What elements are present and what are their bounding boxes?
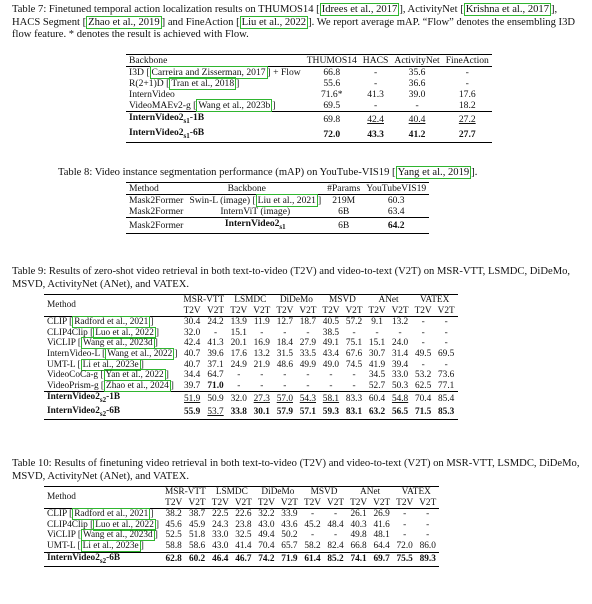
table10 <box>44 486 439 567</box>
t10-cell: 69.7 <box>370 552 393 566</box>
t10-cell: - <box>324 509 347 520</box>
t10-cell: 85.2 <box>324 552 347 566</box>
t10-subheader: T2V <box>396 497 414 508</box>
t10-cell: - <box>393 509 416 520</box>
t8-cell: $InternVideo2_{s1}$ <box>186 218 324 234</box>
t9-cell: 58.1 <box>319 392 342 406</box>
t9-cell: - <box>283 327 287 338</box>
t7-cell: - <box>373 100 378 111</box>
t9-cell: - <box>352 370 356 381</box>
t7-cell: - <box>360 67 392 79</box>
t9-cell: 24.9 <box>230 359 247 370</box>
t10-cell: 51.8 <box>188 530 206 541</box>
t9-cell: 57.0 <box>273 392 296 406</box>
t7-cell: InternVideo <box>129 89 175 100</box>
t7-cell: R(2+1)D [ Tran et al., 2018 ] <box>129 78 240 89</box>
t9-cell: 54.3 <box>296 392 319 406</box>
t9-cell: 53.2 <box>414 370 432 381</box>
t7-cell: - <box>443 67 492 79</box>
citation[interactable]: Zhao et al., 2024 <box>106 380 169 391</box>
t9-cell: 21.9 <box>253 359 270 370</box>
t9-cell: 39.6 <box>207 348 224 359</box>
t9-cell: 13.2 <box>253 348 270 359</box>
t10-cell: 23.8 <box>235 519 252 530</box>
t9-cell: - <box>260 327 264 338</box>
t9-cell: 49.1 <box>322 338 340 349</box>
t9-row <box>44 381 458 392</box>
t10-cell: 26.9 <box>370 509 393 520</box>
citation[interactable]: Li et al., 2023e <box>82 359 139 370</box>
t9-cell: 43.4 <box>322 348 340 359</box>
t9-cell: VideoCoCa-g [ Yan et al., 2022 ] <box>47 370 169 381</box>
t10-cell: 50.2 <box>281 530 298 541</box>
t7-cell: - <box>415 100 419 111</box>
t9-cell: - <box>329 380 333 391</box>
t9-cell: 15.1 <box>230 327 247 338</box>
t9-cell: 53.7 <box>204 406 227 420</box>
t9-subheader: V2T <box>253 305 271 316</box>
t10-subheader: T2V <box>303 497 322 508</box>
t8-header: YouTubeVIS19 <box>363 183 429 195</box>
t9-cell: 33.8 <box>227 406 250 420</box>
t7-cell: I3D [ Carreira and Zisserman, 2017 ] + Flow <box>126 67 304 79</box>
t9-cell: $InternVideo2_{s2}-6B$ <box>44 406 180 420</box>
t9-cell: - <box>435 317 458 328</box>
citation[interactable]: Radford et al., 2021 <box>74 509 149 520</box>
t10-cell: 26.1 <box>347 509 370 520</box>
t10-cell: 38.2 <box>162 509 185 520</box>
t9-subheader: T2V <box>368 305 386 316</box>
t7-cell: 27.2 <box>443 112 492 127</box>
t10-group: MSR-VTT <box>162 487 209 498</box>
t7-cell: - <box>465 78 469 89</box>
t9-cell: 75.1 <box>345 338 363 349</box>
t9-cell: 33.0 <box>391 370 409 381</box>
t10-subheader: T2V <box>165 497 183 508</box>
t7-header: FineAction <box>443 55 492 67</box>
t9-cell: 31.5 <box>276 348 293 359</box>
t9-cell: InternVideo-L [ Wang et al., 2022 ] <box>47 348 178 359</box>
t9-cell: - <box>412 317 435 328</box>
citation[interactable]: Luo et al., 2022 <box>95 327 154 338</box>
t8-header: Backbone <box>186 183 324 195</box>
t9-cell: 39.7 <box>183 380 201 391</box>
t9-cell: 34.5 <box>368 370 386 381</box>
t9-cell: 18.4 <box>276 338 293 349</box>
t9-cell: 9.1 <box>366 317 389 328</box>
t7-cell: 17.6 <box>458 89 476 100</box>
t10-cell: $InternVideo2_{s2}-6B$ <box>44 552 162 566</box>
t9-cell: 30.1 <box>250 406 273 420</box>
t10-subheader: V2T <box>373 497 391 508</box>
t9-cell: 12.7 <box>273 317 296 328</box>
t10-group: VATEX <box>393 487 439 498</box>
t9-cell: - <box>237 380 241 391</box>
t9-cell: 32.0 <box>227 392 250 406</box>
t10-cell: 62.8 <box>162 552 185 566</box>
t8-header: #Params <box>324 183 363 195</box>
t10-cell: 49.4 <box>258 530 275 541</box>
t9-cell: - <box>283 370 287 381</box>
t9-cell: - <box>444 359 448 370</box>
t9-group: LSMDC <box>227 295 273 306</box>
t10-cell: 75.5 <box>393 552 416 566</box>
t9-cell: 31.4 <box>391 348 409 359</box>
t9-subheader: T2V <box>230 305 248 316</box>
citation[interactable]: Wang et al., 2023d <box>82 338 153 349</box>
t7-cell: 36.6 <box>408 78 426 89</box>
t9-cell: 18.7 <box>296 317 319 328</box>
t7-cell: 35.6 <box>391 67 442 79</box>
t10-cell: 33.0 <box>212 530 229 541</box>
t9-cell: 27.9 <box>299 338 317 349</box>
t9-cell: 41.3 <box>207 338 224 349</box>
t10-cell: CLIP4Clip [ Luo et al., 2022 ] <box>47 519 159 530</box>
t9-subheader: T2V <box>276 305 294 316</box>
t7-cell: 41.2 <box>391 127 442 142</box>
t10-cell: 43.0 <box>212 540 229 551</box>
t9-cell: - <box>237 370 241 381</box>
t7-cell: $InternVideo2_{s1}-6B$ <box>126 127 304 142</box>
t9-cell: 67.6 <box>345 348 363 359</box>
t9-cell: 27.3 <box>250 392 273 406</box>
t9-cell: - <box>306 380 310 391</box>
t9-cell: 74.5 <box>345 359 363 370</box>
t9-subheader: T2V <box>322 305 340 316</box>
citation[interactable]: Li et al., 2023e <box>82 540 139 551</box>
t9-cell: - <box>352 380 356 391</box>
t10-cell: - <box>301 509 324 520</box>
t7-cell: VideoMAEv2-g [ Wang et al., 2023b ] <box>129 100 276 111</box>
t9-group: DiDeMo <box>273 295 319 306</box>
table8-caption: Table 8: Video instance segmentation performance (mAP) on YouTube-VIS19 [ Yang et al., 2019 ]. <box>58 167 478 178</box>
t9-cell: 51.9 <box>180 392 203 406</box>
t9-cell: CLIP4Clip [ Luo et al., 2022 ] <box>47 327 159 338</box>
t10-cell: 49.8 <box>350 530 367 541</box>
t8-cell: 219M <box>324 195 363 207</box>
t9-cell: 15.1 <box>368 338 386 349</box>
table9 <box>44 294 458 420</box>
t9-cell: 63.2 <box>366 406 389 420</box>
t9-cell: - <box>260 370 264 381</box>
t10-subheader: V2T <box>188 497 206 508</box>
t8-cell: Mask2Former <box>129 206 184 217</box>
t8-cell: Mask2Former <box>126 195 186 207</box>
t10-cell: 64.4 <box>373 540 390 551</box>
t10-cell: 58.8 <box>165 540 182 551</box>
t9-cell: 77.1 <box>438 380 455 391</box>
t7-cell: 18.2 <box>458 100 476 111</box>
t10-cell: 74.2 <box>255 552 278 566</box>
citation[interactable]: Wang et al., 2023d <box>82 530 153 541</box>
t8-cell: 6B <box>324 218 363 234</box>
t7-cell: 66.8 <box>304 67 360 79</box>
t9-subheader: V2T <box>437 305 455 316</box>
t7-header: ActivityNet <box>391 55 442 67</box>
t9-cell: 64.7 <box>207 370 224 381</box>
t9-group: ANet <box>366 295 412 306</box>
t10-cell: 74.1 <box>347 552 370 566</box>
t9-cell: 69.5 <box>438 348 455 359</box>
t9-cell: - <box>421 327 425 338</box>
t10-cell: - <box>426 530 430 541</box>
citation[interactable]: Yan et al., 2022 <box>105 370 164 381</box>
t7-header: Backbone <box>126 55 304 67</box>
table10-caption: Table 10: Results of finetuning video retrieval in both text-to-video (T2V) and video-to-text (V2T) on MSR-VTT, LSMDC, DiDeMo, MSVD, ActivityNet (ANet), and VATEX. <box>12 458 580 482</box>
table7 <box>126 54 492 143</box>
t8-cell: 64.2 <box>363 218 429 234</box>
t9-cell: 11.9 <box>250 317 273 328</box>
citation[interactable]: Wang et al., 2022 <box>107 348 173 359</box>
t9-group: VATEX <box>412 295 458 306</box>
t7-cell: 69.5 <box>323 100 341 111</box>
t10-cell: - <box>426 519 430 530</box>
t10-cell: - <box>403 519 407 530</box>
t8-cell: 63.4 <box>387 206 405 217</box>
t9-cell: 49.9 <box>299 359 317 370</box>
t10-cell: 45.2 <box>304 519 321 530</box>
t7-cell: 40.4 <box>391 112 442 127</box>
t9-cell: 38.5 <box>322 327 340 338</box>
t9-cell: 30.4 <box>180 317 203 328</box>
t8-cell: InternViT (image) <box>220 206 291 217</box>
t8-header: Method <box>126 183 186 195</box>
t9-cell: 57.2 <box>342 317 365 328</box>
citation[interactable]: Luo et al., 2022 <box>95 519 154 530</box>
t10-cell: 89.3 <box>416 552 439 566</box>
t9-cell: 57.9 <box>273 406 296 420</box>
t9-method-header: Method <box>44 295 180 317</box>
t10-cell: 72.0 <box>396 540 413 551</box>
table8 <box>126 182 429 234</box>
t9-cell: $InternVideo2_{s2}-1B$ <box>44 392 180 406</box>
t10-subheader: T2V <box>257 497 275 508</box>
t7-cell: 72.0 <box>304 127 360 142</box>
t10-cell: 43.0 <box>258 519 275 530</box>
t7-cell: 39.0 <box>408 89 426 100</box>
t10-cell: 66.8 <box>350 540 367 551</box>
t9-cell: 60.4 <box>366 392 389 406</box>
t9-subheader: T2V <box>414 305 432 316</box>
t10-cell: - <box>333 530 338 541</box>
t9-cell: - <box>329 370 333 381</box>
t8-cell: Swin-L (image) [ Liu et al., 2021 ] <box>186 195 324 207</box>
t10-cell: 71.9 <box>278 552 301 566</box>
t9-cell: - <box>421 359 425 370</box>
t9-cell: - <box>352 327 356 338</box>
t10-cell: 32.5 <box>235 530 252 541</box>
t7-cell: 42.4 <box>360 112 392 127</box>
t10-group: MSVD <box>301 487 347 498</box>
t7-header: THUMOS14 <box>304 55 360 67</box>
t10-cell: 45.6 <box>165 519 182 530</box>
t9-cell: 85.3 <box>435 406 458 420</box>
t7-cell: 71.6* <box>320 89 343 100</box>
t9-cell: 40.7 <box>183 348 201 359</box>
t10-cell: 46.7 <box>232 552 255 566</box>
t9-cell: 30.7 <box>368 348 386 359</box>
t9-cell: 57.1 <box>296 406 319 420</box>
t10-cell: CLIP [ Radford et al., 2021 ] <box>44 509 162 520</box>
t10-group: ANet <box>347 487 393 498</box>
t9-cell: 40.5 <box>319 317 342 328</box>
t10-row <box>44 541 439 552</box>
t9-cell: 83.1 <box>342 406 365 420</box>
t9-cell: ViCLIP [ Wang et al., 2023d ] <box>47 338 158 349</box>
t9-cell: 41.9 <box>368 359 386 370</box>
t9-cell: - <box>375 327 379 338</box>
t7-cell: - <box>373 78 378 89</box>
t9-subheader: V2T <box>207 305 225 316</box>
t9-cell: 71.0 <box>207 380 224 391</box>
t9-subheader: V2T <box>391 305 409 316</box>
t9-cell: 55.9 <box>180 406 203 420</box>
t9-row <box>44 349 458 360</box>
t9-cell: 17.6 <box>230 348 247 359</box>
t9-cell: 71.5 <box>412 406 435 420</box>
t7-cell: 27.7 <box>443 127 492 142</box>
t9-cell: 16.9 <box>253 338 270 349</box>
citation[interactable]: Radford et al., 2021 <box>74 317 149 328</box>
t9-cell: 33.5 <box>299 348 317 359</box>
t9-subheader: V2T <box>345 305 363 316</box>
t9-cell: 62.5 <box>414 380 432 391</box>
t7-cell: $InternVideo2_{s1}-1B$ <box>126 112 304 127</box>
t9-cell: - <box>444 327 448 338</box>
t9-cell: 39.4 <box>391 359 409 370</box>
table7-caption: Table 7: Finetuned temporal action localization results on THUMOS14 [ Idrees et al., 2017 ], ActivityNet [ Krishna et al., 2017 ], HACS Segment [ Zhao et al., 2019 ] and FineAction [ Liu et al., 2022 ]. We report average mAP. “Flow” denotes the ensembling I3D flow feature. * denotes the result is achieved with Flow. <box>12 4 576 40</box>
t9-cell: VideoPrism-g [ Zhao et al., 2024 ] <box>47 380 174 391</box>
t10-cell: 33.9 <box>278 509 301 520</box>
t10-cell: 48.4 <box>327 519 344 530</box>
t10-cell: 82.4 <box>327 540 344 551</box>
t7-cell: 43.3 <box>360 127 392 142</box>
t9-cell: 40.7 <box>183 359 201 370</box>
t9-cell: 34.4 <box>183 370 201 381</box>
t10-method-header: Method <box>44 487 162 509</box>
t9-cell: 59.3 <box>319 406 342 420</box>
t9-group: MSR-VTT <box>180 295 227 306</box>
t9-cell: - <box>306 327 310 338</box>
t9-cell: 13.9 <box>227 317 250 328</box>
t9-cell: 42.4 <box>183 338 201 349</box>
t9-subheader: V2T <box>299 305 317 316</box>
t10-cell: - <box>310 530 315 541</box>
t9-cell: 56.5 <box>389 406 412 420</box>
t10-subheader: T2V <box>211 497 229 508</box>
t10-cell: 22.5 <box>209 509 232 520</box>
t10-cell: 58.2 <box>304 540 321 551</box>
t9-cell: 49.5 <box>414 348 432 359</box>
t9-cell: CLIP [ Radford et al., 2021 ] <box>44 317 180 328</box>
t9-cell: - <box>260 380 264 391</box>
t10-row <box>44 552 439 566</box>
t9-cell: 52.7 <box>368 380 386 391</box>
t10-cell: 86.0 <box>419 540 436 551</box>
t9-cell: - <box>306 370 310 381</box>
t9-cell: 73.6 <box>438 370 455 381</box>
t9-cell: 49.0 <box>322 359 340 370</box>
t9-cell: 70.4 <box>412 392 435 406</box>
t10-cell: 24.3 <box>212 519 229 530</box>
t7-header: HACS <box>360 55 392 67</box>
t10-subheader: T2V <box>350 497 368 508</box>
t10-subheader: V2T <box>280 497 298 508</box>
t10-cell: 38.7 <box>185 509 208 520</box>
t10-cell: 70.4 <box>258 540 275 551</box>
t10-cell: 32.2 <box>255 509 278 520</box>
t7-cell: 69.8 <box>304 112 360 127</box>
t7-cell: 55.6 <box>323 78 341 89</box>
t9-cell: 13.2 <box>389 317 412 328</box>
t10-cell: 58.6 <box>188 540 206 551</box>
t10-cell: 45.9 <box>188 519 206 530</box>
t7-cell: 41.3 <box>367 89 384 100</box>
t9-cell: 37.1 <box>207 359 224 370</box>
t10-cell: - <box>403 530 407 541</box>
t10-cell: 41.4 <box>235 540 252 551</box>
t10-cell: 43.6 <box>281 519 298 530</box>
t10-cell: UMT-L [ Li et al., 2023e ] <box>47 540 144 551</box>
t10-subheader: V2T <box>234 497 252 508</box>
t9-cell: 83.3 <box>342 392 365 406</box>
t9-row <box>44 406 458 420</box>
t10-cell: 52.5 <box>165 530 182 541</box>
t9-cell: - <box>213 327 218 338</box>
t10-cell: 48.1 <box>373 530 390 541</box>
t9-cell: - <box>283 380 287 391</box>
t9-cell: 24.0 <box>391 338 409 349</box>
t9-row <box>44 392 458 406</box>
t9-cell: 50.9 <box>204 392 227 406</box>
table9-caption: Table 9: Results of zero-shot video retrieval in both text-to-video (T2V) and video-to-text (V2T) on MSR-VTT, LSMDC, DiDeMo, MSVD, ActivityNet (ANet), and VATEX. <box>12 266 571 290</box>
t10-subheader: V2T <box>419 497 437 508</box>
t9-cell: - <box>398 327 402 338</box>
t9-cell: 20.1 <box>230 338 247 349</box>
t9-cell: 50.3 <box>391 380 409 391</box>
t9-subheader: T2V <box>183 305 201 316</box>
t8-cell: Mask2Former <box>126 218 186 234</box>
t9-group: MSVD <box>319 295 365 306</box>
t10-cell: 65.7 <box>281 540 298 551</box>
t10-cell: 60.2 <box>185 552 208 566</box>
t9-cell: 54.8 <box>389 392 412 406</box>
t8-cell: 6B <box>338 206 350 217</box>
t10-cell: 40.3 <box>350 519 367 530</box>
t10-cell: 41.6 <box>373 519 390 530</box>
t10-group: LSMDC <box>209 487 255 498</box>
t9-cell: 32.0 <box>183 327 201 338</box>
t9-cell: UMT-L [ Li et al., 2023e ] <box>47 359 144 370</box>
t9-cell: - <box>421 338 425 349</box>
t9-cell: - <box>444 338 448 349</box>
t9-cell: 85.4 <box>435 392 458 406</box>
t8-cell: 60.3 <box>363 195 429 207</box>
t10-group: DiDeMo <box>255 487 301 498</box>
t10-cell: 22.6 <box>232 509 255 520</box>
t10-subheader: V2T <box>327 497 345 508</box>
t10-cell: 46.4 <box>209 552 232 566</box>
t10-cell: 61.4 <box>301 552 324 566</box>
t9-cell: 24.2 <box>204 317 227 328</box>
t10-cell: ViCLIP [ Wang et al., 2023d ] <box>47 530 158 541</box>
t9-cell: 48.6 <box>276 359 293 370</box>
t10-cell: - <box>416 509 439 520</box>
